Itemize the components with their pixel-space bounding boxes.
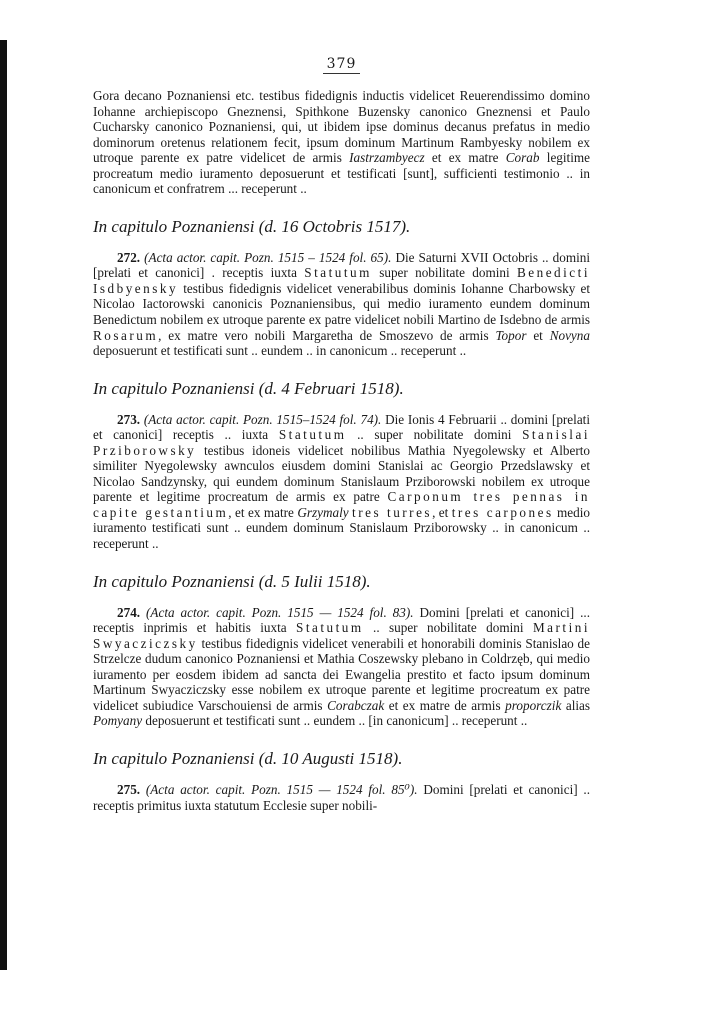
entry-text: , ex matre vero nobili Margaretha de Smoszevo de armis [158, 327, 496, 343]
entry-source: (Acta actor. capit. Pozn. 1515–1524 fol. 74). [143, 411, 382, 427]
entry-text: Domini [prelati et canonici] ... receptis inprimis et habitis iuxta [93, 604, 591, 636]
entry-text: alias [561, 697, 591, 713]
entry-text: proporczik [505, 697, 562, 713]
entry-number: 274. [117, 604, 147, 620]
entry-text: , et ex matre [228, 504, 298, 520]
entry-text: Die Saturni XVII Octobris .. domini [prelati et canonici] . receptis iuxta [93, 249, 591, 281]
entry-source: (Acta actor. capit. Pozn. 1515 – 1524 fol. 65). [144, 249, 392, 265]
entry-paragraph [93, 250, 590, 359]
entry-text: deposuerunt et testificati sunt .. eundem .. in canonicum .. receperunt .. [93, 343, 467, 359]
entry-text: Pomyany [93, 713, 143, 729]
entry-text: Martini Swyacziczsky [93, 620, 590, 651]
entry-text: deposuerunt et testificati sunt .. eundem .. [in canonicum] .. receperunt .. [142, 713, 528, 729]
entry-number: 273. [117, 411, 144, 427]
entry-text: Corabczak [327, 697, 385, 713]
entry-text: testibus fidedignis videlicet venerabili et honorabili dominis Stanislao de Strzelcze dudum canonico Poznaniensi et Mathia Coszewsky plebano in Coldrzęb, qui medio iuramento per eosdem ibidem ad sancta dei Ewangelia prestito et facto ipsum dominum Martinum Swyacziczsky esse nobilem ex utroque parente et legitime procreatum ex patre videlicet subiudice Varschouiensi de armis [93, 635, 590, 713]
entry-text: medio iuramento testificati sunt .. eundem dominum Stanislaum Prziborowsky .. in canonicum .. receperunt .. [93, 504, 590, 552]
entries [93, 217, 590, 813]
scan-edge [0, 40, 7, 970]
entry-text: Statutum [304, 265, 372, 281]
entry-text: tres carpones [451, 504, 554, 520]
entry-number: 272. [117, 249, 145, 265]
entry-text: .. super nobilitate domini [363, 620, 533, 636]
entry-text: testibus idoneis videlicet nobilibus Mathia Nyegolewsky et Alberto similiter Nyegolewsky awnculos eiusdem domini Stanislai ac Georgio Przedslawsky et Nicolao Sandzynsky, qui eundem dominum Stanislaum Prziborowski nobilem ex utroque parente et legitime procreatum de armis ex patre [93, 442, 590, 505]
entry-paragraph [93, 782, 590, 813]
section-heading: In capitulo Poznaniensi (d. 10 Augusti 1518). [93, 748, 403, 768]
entry-text: Benedicti Isdbyensky [93, 265, 590, 296]
entry-text: Domini [prelati et canonici] .. receptis primitus iuxta statutum Ecclesie super nobili- [93, 781, 590, 813]
entry-source: (Acta actor. capit. Pozn. 1515 — 1524 fol. 83). [146, 604, 414, 620]
entry-text: Carponum tres pennas in capite gestantium [93, 489, 590, 520]
entry-number: 275. [117, 781, 146, 797]
section-heading: In capitulo Poznaniensi (d. 5 Iulii 1518). [93, 571, 371, 591]
document-page [93, 56, 590, 813]
entry-text: Statutum [278, 427, 347, 443]
entry-text: Topor [495, 327, 527, 343]
entry-text: .. super nobilitate domini [346, 427, 523, 443]
entry-text: et [526, 327, 550, 343]
entry-paragraph [93, 605, 590, 729]
entry-source: (Acta actor. capit. Pozn. 1515 — 1524 fol. 85⁰). [145, 781, 418, 797]
entry-text: et ex matre de armis [384, 697, 506, 713]
entry-text: testibus fidedignis videlicet venerabilibus dominis Iohanne Charbowsky et Nicolao Iactorowski canonicis Poznaniensibus, qui medio iuramento eundem dominum Benedictum nobilem ex utroque parente ex patre videlicet nobili Martino de Isdebno de armis [93, 280, 590, 328]
entry-text: Rosarum [93, 327, 159, 343]
page-number: 379 [93, 56, 590, 74]
entry-text: Stanislai Prziborowsky [93, 427, 590, 458]
entry-text: Die Ionis 4 Februarii .. domini [prelati et canonici] receptis .. iuxta [93, 411, 591, 443]
entry-text: , et [432, 504, 452, 520]
intro-paragraph: Gora decano Poznaniensi etc. testibus fidedignis inductis videlicet Reuerendissimo domino Iohanne archiepiscopo Gneznensi, Spithkone Buzensky canonico Gneznensi et Paulo Cucharsky canonico Poznaniensi, qui, ut ibidem ipse dominus decanus prefatus in medio dominorum oretenus relationem fecit, ipsum dominum Martinum Rambyesky nobilem ex utroque parente ex patre videlicet de armis Iastrzambyecz et ex matre Corab legitime procreatum medio iuramento deposuerunt et testificati [sunt], sufficienti testimonio .. in canonicum et confratrem ... receperunt .. [93, 88, 590, 197]
section-heading: In capitulo Poznaniensi (d. 4 Februari 1518). [93, 378, 404, 398]
entry-text: Grzymaly [297, 504, 349, 520]
section-heading: In capitulo Poznaniensi (d. 16 Octobris 1517). [93, 216, 411, 236]
entry-text: tres turres [352, 504, 433, 520]
entry-paragraph [93, 412, 590, 552]
entry-text: Novyna [549, 327, 590, 343]
entry-text: super nobilitate domini [371, 265, 517, 281]
entry-text: Statutum [296, 620, 364, 636]
